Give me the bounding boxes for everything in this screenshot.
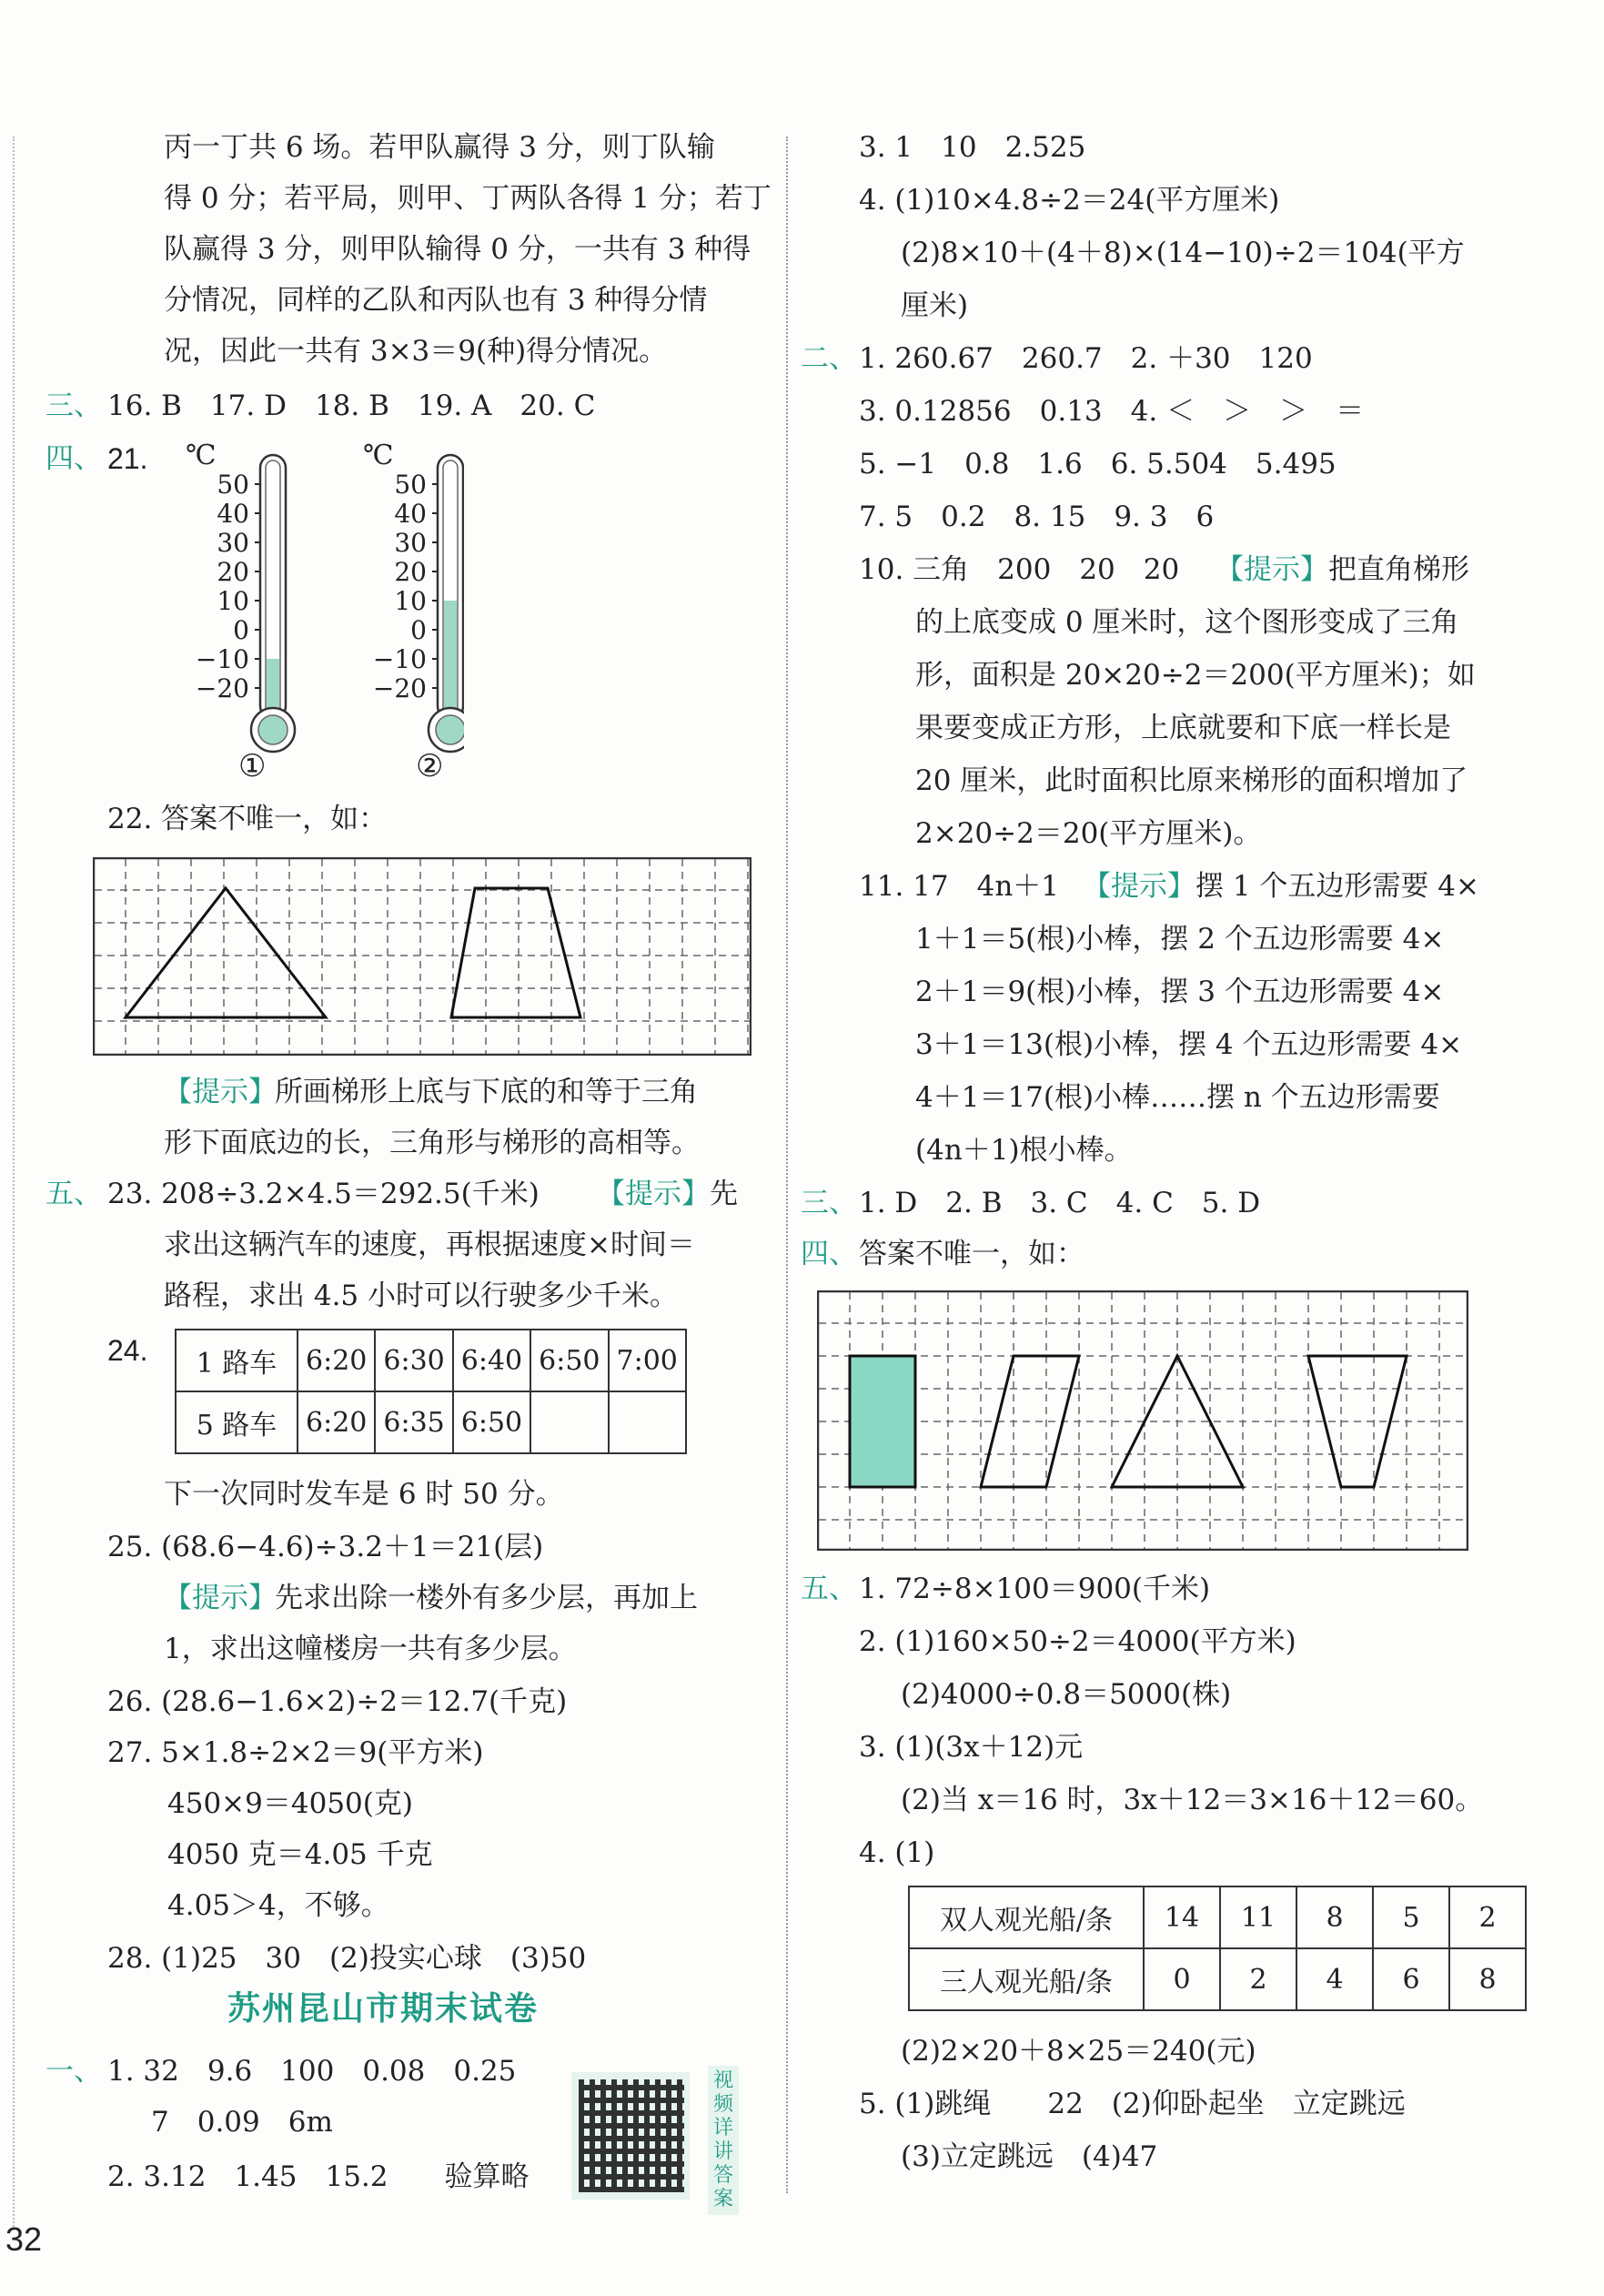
s2-q10-line2: 的上底变成 0 厘米时，这个图形变成了三角 <box>915 606 1459 639</box>
table-cell: 8 <box>1449 1948 1526 2010</box>
table-cell: 6:35 <box>375 1391 452 1453</box>
table-cell: 14 <box>1144 1886 1220 1948</box>
left-margin-line <box>13 137 15 2230</box>
section-3-label: 三、 <box>45 389 102 422</box>
section-3-label: 三、 <box>801 1187 857 1219</box>
table-cell: 2 <box>1449 1886 1526 1948</box>
s2-q10-line5: 20 厘米，此时面积比原来梯形的面积增加了 <box>915 764 1468 797</box>
tick-label: 40 <box>394 499 427 529</box>
s4-text: 答案不唯一，如： <box>859 1238 1084 1270</box>
thermometers <box>173 437 464 792</box>
q4-line2: (2)8×10＋(4＋8)×(14−10)÷2＝104(平方 <box>901 237 1465 269</box>
section-4-label: 四、 <box>45 442 102 475</box>
grid-drawing-2 <box>817 1290 1468 1551</box>
s5-q2-line2: (2)4000÷0.8＝5000(株) <box>901 1678 1232 1711</box>
hint-label: 【提示】 <box>164 1582 277 1614</box>
table-cell: 7:00 <box>609 1330 686 1391</box>
s2-q7: 7. 5 0.2 8. 15 9. 3 6 <box>859 501 1215 533</box>
s5-q2: 2. (1)160×50÷2＝4000(平方米) <box>859 1625 1296 1658</box>
s2-q11-tail: 摆 1 个五边形需要 4× <box>1195 870 1479 903</box>
table-cell: 8 <box>1296 1886 1373 1948</box>
tick-label: 50 <box>217 470 249 500</box>
q23-line3: 路程，求出 4.5 小时可以行驶多少千米。 <box>164 1279 679 1312</box>
q27-text: 27. 5×1.8÷2×2＝9(平方米) <box>107 1736 484 1769</box>
s2-q11-line5: 4＋1＝17(根)小棒……摆 n 个五边形需要 <box>915 1081 1440 1114</box>
q21-number: 21. <box>107 442 148 475</box>
tick-label: 0 <box>233 615 249 645</box>
thermometer-2 <box>363 440 464 752</box>
thermometer-1-label: ① <box>238 748 267 784</box>
s3-answers: 1. D 2. B 3. C 4. C 5. D <box>859 1187 1261 1219</box>
table-cell: 6:50 <box>453 1391 530 1453</box>
q22-hint-line1: 所画梯形上底与下底的和等于三角 <box>275 1076 698 1108</box>
tick-label: 10 <box>217 586 249 616</box>
triangle-shape <box>126 888 326 1017</box>
table-row <box>176 1391 686 1453</box>
unit-label: ℃ <box>186 440 217 471</box>
tick-label: 50 <box>394 470 427 500</box>
exam-title: 苏州昆山市期末试卷 <box>227 1990 540 2028</box>
q23-text: 23. 208÷3.2×4.5＝292.5(千米) <box>107 1178 540 1210</box>
text-line: 得 0 分；若平局，则甲、丁两队各得 1 分；若丁 <box>164 182 772 215</box>
bus-schedule-table <box>175 1329 687 1454</box>
s2-q11-line3: 2＋1＝9(根)小棒，摆 3 个五边形需要 4× <box>915 976 1445 1008</box>
text-line: 丙一丁共 6 场。若甲队赢得 3 分，则丁队输 <box>164 131 715 164</box>
s5-q3-line2: (2)当 x＝16 时，3x＋12＝3×16＋12＝60。 <box>901 1784 1484 1816</box>
s5-q5: 5. (1)跳绳 22 (2)仰卧起坐 立定跳远 <box>859 2088 1406 2120</box>
s5-q1: 1. 72÷8×100＝900(千米) <box>859 1573 1211 1605</box>
table-cell <box>530 1391 608 1453</box>
q25-text: 25. (68.6−4.6)÷3.2＋1＝21(层) <box>107 1531 544 1563</box>
hint-label: 【提示】 <box>597 1178 710 1210</box>
table-cell: 6:20 <box>298 1330 375 1391</box>
thermometer-1 <box>186 440 295 752</box>
tick-label: −10 <box>195 644 249 674</box>
q28-text: 28. (1)25 30 (2)投实心球 (3)50 <box>107 1942 587 1975</box>
s5-q3: 3. (1)(3x＋12)元 <box>859 1731 1084 1764</box>
qr-code[interactable] <box>571 2072 690 2200</box>
tick-label: −20 <box>195 673 249 703</box>
q27-line4: 4.05＞4，不够。 <box>167 1889 389 1922</box>
q25-hint-line1: 先求出除一楼外有多少层，再加上 <box>275 1582 698 1614</box>
tick-label: 40 <box>217 499 249 529</box>
s2-q10-line6: 2×20÷2＝20(平方厘米)。 <box>915 817 1262 850</box>
q16-20-answers: 16. B 17. D 18. B 19. A 20. C <box>107 389 596 422</box>
tick-label: 0 <box>410 615 427 645</box>
section-5-label: 五、 <box>801 1573 857 1605</box>
table-cell: 5 <box>1373 1886 1449 1948</box>
tick-label: −10 <box>372 644 427 674</box>
section-2-label: 二、 <box>801 342 857 375</box>
q22-hint-line2: 形下面底边的长，三角形与梯形的高相等。 <box>164 1127 700 1159</box>
hint-label: 【提示】 <box>164 1076 277 1108</box>
unit-label: ℃ <box>363 440 394 471</box>
table-cell: 6:50 <box>530 1330 608 1391</box>
s2-q3: 3. 0.12856 0.13 4. ＜ ＞ ＞ ＝ <box>859 395 1365 428</box>
text-line: 况，因此一共有 3×3＝9(种)得分情况。 <box>164 335 668 368</box>
grid-drawing-1 <box>93 857 752 1056</box>
table-cell: 6:40 <box>453 1330 530 1391</box>
table-cell: 4 <box>1296 1948 1373 2010</box>
s2-q11-line4: 3＋1＝13(根)小棒，摆 4 个五边形需要 4× <box>915 1028 1463 1061</box>
s5-q4-line2: (2)2×20＋8×25＝240(元) <box>901 2035 1256 2068</box>
q23-hint-tail: 先 <box>710 1178 738 1210</box>
text-line: 队赢得 3 分，则甲队输得 0 分，一共有 3 种得 <box>164 233 752 266</box>
page-number: 32 <box>5 2220 43 2258</box>
q4-line3: 厘米) <box>901 289 969 322</box>
section-5-label: 五、 <box>45 1178 102 1210</box>
s2-q1: 1. 260.67 260.7 2. ＋30 120 <box>859 342 1313 375</box>
s5-q4: 4. (1) <box>859 1836 935 1869</box>
s2-q11-line2: 1＋1＝5(根)小棒，摆 2 个五边形需要 4× <box>915 923 1445 956</box>
q26-text: 26. (28.6−1.6×2)÷2＝12.7(千克) <box>107 1685 568 1718</box>
q22-text: 22. 答案不唯一，如： <box>107 803 388 835</box>
hint-label: 【提示】 <box>1083 870 1195 903</box>
table-cell: 6:30 <box>375 1330 452 1391</box>
table-cell: 11 <box>1220 1886 1296 1948</box>
q1-line2: 7 0.09 6m <box>151 2106 333 2139</box>
boat-table <box>908 1886 1527 2011</box>
trapezoid-shape <box>451 888 580 1017</box>
table-cell <box>609 1391 686 1453</box>
qr-caption: 视频详讲答案 <box>708 2066 739 2215</box>
grid-border <box>94 858 751 1055</box>
q23-line2: 求出这辆汽车的速度，再根据速度×时间＝ <box>164 1229 695 1261</box>
q24-number: 24. <box>107 1334 148 1367</box>
column-divider <box>786 137 788 2193</box>
hint-label: 【提示】 <box>1216 553 1328 586</box>
s2-q5: 5. −1 0.8 1.6 6. 5.504 5.495 <box>859 448 1337 480</box>
q4-text: 4. (1)10×4.8÷2＝24(平方厘米) <box>859 184 1280 217</box>
text-line: 分情况，同样的乙队和丙队也有 3 种得分情 <box>164 284 708 317</box>
s5-q5-line2: (3)立定跳远 (4)47 <box>901 2140 1158 2173</box>
table-row <box>176 1330 686 1391</box>
table-row <box>909 1886 1526 1948</box>
tick-label: 30 <box>217 528 249 558</box>
s2-q10: 10. 三角 200 20 20 <box>859 553 1180 586</box>
thermometer-2-label: ② <box>416 748 444 784</box>
tick-label: 20 <box>394 557 427 587</box>
tick-label: 10 <box>394 586 427 616</box>
q27-line2: 450×9＝4050(克) <box>167 1787 413 1820</box>
table-cell: 三人观光船/条 <box>909 1948 1144 2010</box>
table-cell: 1 路车 <box>176 1330 298 1391</box>
section-4-label: 四、 <box>801 1238 857 1270</box>
q24-answer: 下一次同时发车是 6 时 50 分。 <box>164 1478 564 1511</box>
s2-q11-line6: (4n＋1)根小棒。 <box>915 1134 1133 1167</box>
s2-q10-line3: 形，面积是 20×20÷2＝200(平方厘米)；如 <box>915 659 1476 692</box>
s2-q11: 11. 17 4n＋1 <box>859 870 1060 903</box>
rectangle-shape <box>850 1356 915 1487</box>
table-cell: 0 <box>1144 1948 1220 2010</box>
tick-label: 20 <box>217 557 249 587</box>
table-cell: 6:20 <box>298 1391 375 1453</box>
q27-line3: 4050 克＝4.05 千克 <box>167 1838 433 1871</box>
table-row <box>909 1948 1526 2010</box>
tick-label: −20 <box>372 673 427 703</box>
table-cell: 双人观光船/条 <box>909 1886 1144 1948</box>
q1-text: 1. 32 9.6 100 0.08 0.25 <box>107 2055 517 2088</box>
table-cell: 5 路车 <box>176 1391 298 1453</box>
tick-label: 30 <box>394 528 427 558</box>
s2-q10-line4: 果要变成正方形，上底就要和下底一样长是 <box>915 712 1451 744</box>
q25-hint-line2: 1，求出这幢楼房一共有多少层。 <box>164 1633 577 1665</box>
section-1-label: 一、 <box>45 2055 102 2088</box>
table-cell: 6 <box>1373 1948 1449 2010</box>
table-cell: 2 <box>1220 1948 1296 2010</box>
q2-text: 2. 3.12 1.45 15.2 验算略 <box>107 2160 530 2193</box>
q3-text: 3. 1 10 2.525 <box>859 131 1086 164</box>
s2-q10-tail: 把直角梯形 <box>1328 553 1469 586</box>
